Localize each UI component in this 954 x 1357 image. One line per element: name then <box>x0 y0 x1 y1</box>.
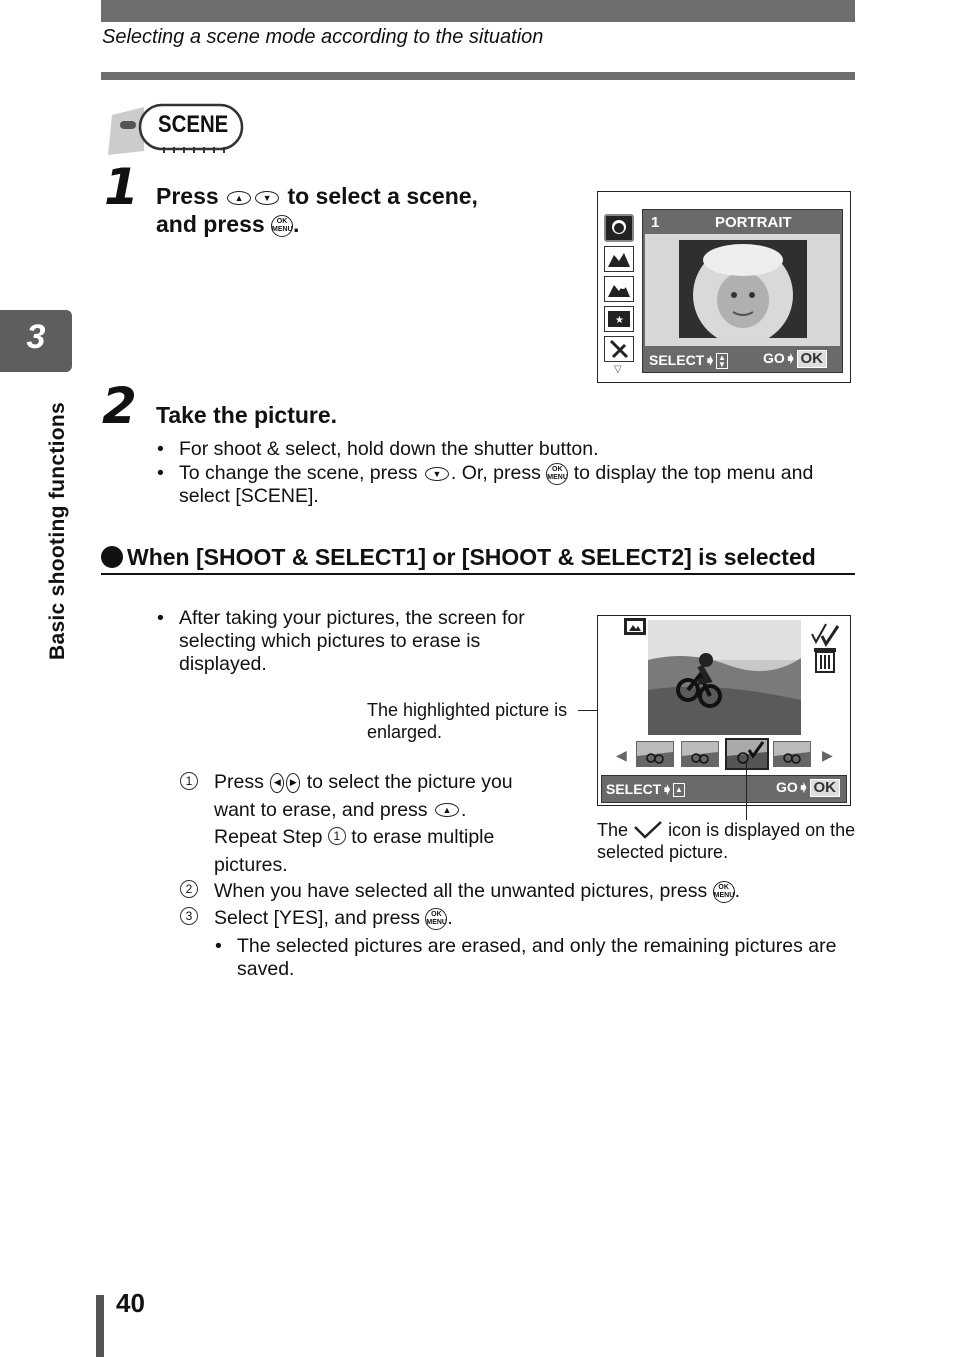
step-2-title: Take the picture. <box>156 402 338 428</box>
ok-menu-button-icon: OK MENU <box>425 908 447 930</box>
ok-menu-button-icon: OK MENU <box>271 215 293 237</box>
scene-mode-label: SCENE <box>158 111 229 138</box>
select-hint: SELECT➧ ▲ ▼ <box>649 352 728 369</box>
arrow-down-button-icon: ▼ <box>425 467 449 481</box>
callout-highlighted-picture: The highlighted picture is enlarged. <box>367 700 568 742</box>
section-bullet-icon <box>101 546 123 568</box>
step-1-text <box>156 182 576 238</box>
step-1-text-a: Press <box>156 183 219 209</box>
arrow-left-button-icon: ◀ <box>270 773 284 793</box>
motocross-photo <box>648 620 801 735</box>
select-hint: SELECT➧ ▲ <box>606 781 685 798</box>
item-3-number: 3 <box>180 907 198 925</box>
scene-mode-name: PORTRAIT <box>715 214 792 231</box>
enlarged-picture <box>648 620 801 735</box>
step-1-number: 1 <box>104 158 139 216</box>
landscape-portrait-icon <box>604 276 634 302</box>
thumbnail[interactable] <box>681 741 719 767</box>
thumbnail[interactable] <box>773 741 811 767</box>
ok-menu-button-icon: OK MENU <box>713 881 735 903</box>
section-heading: When [SHOOT & SELECT1] or [SHOOT & SELECT2] is selected <box>101 544 855 575</box>
svg-text:★: ★ <box>615 315 624 326</box>
trash-icon <box>808 622 848 674</box>
child-portrait-photo <box>679 240 807 338</box>
night-scene-icon <box>604 306 634 332</box>
arrow-up-button-icon: ▲ <box>435 803 459 817</box>
step-2-bullet-2: • To change the scene, press ▼ . Or, press OK MENU to display the top menu and select [SCENE]. <box>157 462 814 507</box>
scroll-down-icon: ▽ <box>614 364 622 375</box>
thumb-prev-arrow[interactable]: ◀ <box>616 747 627 763</box>
arrow-up-button-icon: ▲ <box>227 191 251 205</box>
item-1-number: 1 <box>180 772 198 790</box>
lcd-main-panel <box>642 209 843 373</box>
step-ref-number: 1 <box>328 827 346 845</box>
instruction-item-1: 1 Press ◀ ▶ to select the picture you want to erase, and press ▲ . Repeat Step 1 to erase multiple pictures. <box>214 769 544 879</box>
page-number: 40 <box>116 1288 145 1318</box>
check-icon <box>633 821 663 839</box>
landscape-icon <box>604 246 634 272</box>
arrow-right-button-icon: ▶ <box>286 773 300 793</box>
header-divider <box>101 72 855 80</box>
callout-line-right <box>746 762 747 820</box>
lcd-erase-screen <box>597 615 851 806</box>
step-1-text-b: to select a scene, <box>287 183 478 209</box>
go-hint: GO➧ OK <box>763 350 827 368</box>
header-bar <box>101 0 855 22</box>
scene-icon-column <box>602 214 638 374</box>
section-bullet: • After taking your pictures, the screen for selecting which pictures to erase is displayed. <box>157 607 525 675</box>
instruction-item-2: 2 When you have selected all the unwanted pictures, press OK MENU. <box>214 880 854 903</box>
ok-menu-button-icon: OK MENU <box>546 463 568 485</box>
step-2-bullet-1: • For shoot & select, hold down the shutter button. <box>157 438 599 460</box>
item-2-number: 2 <box>180 880 198 898</box>
instruction-item-3: 3 Select [YES], and press OK MENU. <box>214 907 854 930</box>
thumbnail[interactable] <box>636 741 674 767</box>
lcd-scene-screen <box>597 191 851 383</box>
portrait-preview-image <box>679 240 807 338</box>
thumb-next-arrow[interactable]: ▶ <box>822 747 833 763</box>
step-1-text-c: and press <box>156 211 265 237</box>
thumbnail-selected[interactable] <box>725 738 769 770</box>
step-2-number: 2 <box>102 377 137 435</box>
ok-box: OK <box>810 779 841 797</box>
scene-index: 1 <box>651 214 660 231</box>
instruction-item-3-bullet: • The selected pictures are erased, and only the remaining pictures are saved. <box>215 935 837 980</box>
playback-mode-icon <box>624 618 646 635</box>
lcd-bottom-bar <box>601 775 847 803</box>
scene-mode-badge <box>104 103 246 155</box>
page-number-bar <box>96 1295 104 1357</box>
step-1-text-d: . <box>293 211 300 237</box>
ok-box: OK <box>797 350 828 368</box>
scene-preview-frame <box>645 234 840 346</box>
sport-icon <box>604 336 634 362</box>
arrow-down-button-icon: ▼ <box>255 191 279 205</box>
page-header-title: Selecting a scene mode according to the situation <box>102 26 544 48</box>
callout-check-icon: The icon is displayed on the selected picture. <box>597 820 856 862</box>
chapter-title: Basic shooting functions <box>46 401 69 660</box>
go-hint: GO➧ OK <box>776 779 840 797</box>
portrait-icon <box>604 214 634 242</box>
erase-check-icon <box>808 622 848 672</box>
chapter-number: 3 <box>26 318 46 356</box>
